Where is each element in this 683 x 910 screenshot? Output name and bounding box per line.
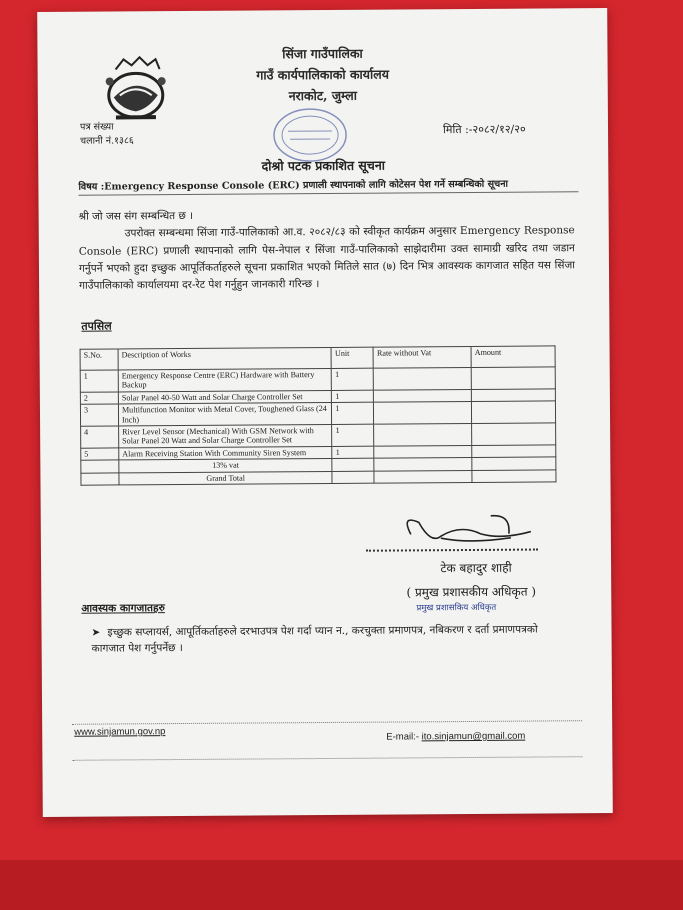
rate-cell [374,424,472,446]
serial-cell: 3 [80,404,118,426]
rate-cell [374,402,472,424]
signer-title: ( प्रमुख प्रशासकीय अधिकृत ) [406,584,537,600]
works-table [80,345,557,485]
serial-cell: 5 [81,448,119,461]
office-name: गाउँ कार्यपालिकाको कार्यालय [256,66,390,83]
office-address: नराकोट, जुम्ला [288,87,357,104]
dispatch-number: चलानी नं.१३८६ [80,135,134,147]
unit-cell: 1 [332,402,374,424]
footer-divider [72,756,582,761]
column-header: Description of Works [118,347,332,369]
description-cell: Emergency Response Centre (ERC) Hardware with Battery Backup [118,368,332,391]
details-heading: तपसिल [81,319,112,333]
email-contact [386,731,525,743]
serial-cell: 4 [81,426,119,448]
unit-cell: 1 [332,368,374,390]
notice-document [37,8,613,817]
unit-cell: 1 [332,446,374,459]
letter-number-label: पत्र संख्या [79,121,114,133]
notice-body [79,205,576,295]
unit-cell: 1 [332,390,374,403]
signature [381,503,541,554]
signer-stamp: प्रमुख प्रशासकिय अधिकृत [416,602,497,614]
column-header: Amount [471,346,555,368]
website-link[interactable]: www.sinjamun.gov.np [74,726,166,738]
total-row [81,470,556,486]
notice-title: दोश्रो पटक प्रकाशित सूचना [261,157,386,174]
unit-cell: 1 [332,424,374,446]
notice-subject: विषय :Emergency Response Console (ERC) प्रणाली स्थापनाको लागि कोटेसन पेश गर्ने सम्बन्धिको सूचना [78,176,578,195]
amount-cell [472,445,556,458]
amount-cell [471,367,555,389]
required-documents-heading: आवस्यक कागजातहरु [81,602,165,615]
amount-cell [472,423,556,445]
email-link[interactable]: ito.sinjamun@gmail.com [421,730,526,743]
description-cell: Multifunction Monitor with Metal Cover, Toughened Glass (24 Inch) [118,403,332,426]
column-header: Unit [331,347,373,368]
column-header: S.No. [80,349,118,370]
signer-name: टेक बहादुर शाही [440,560,512,576]
grand-total-label: Grand Total [119,471,333,485]
arrow-bullet-icon: ➤ [91,626,101,639]
required-documents-text: इच्छुक सप्लायर्स, आपूर्तिकर्ताहरुले दरभाउपत्र पेश गर्दा प्यान न., करचुक्ता प्रमाणपत्र, नबिकरण र दर्ता प्रमाणपत्रको कागजात पेश गर्नुपर्नेछ । [91,623,538,655]
serial-cell: 1 [80,370,118,392]
amount-cell [471,389,555,402]
municipality-name: सिंजा गाउँपालिका [282,45,363,62]
rate-cell [374,389,472,402]
date: मिति :-२०८२/१२/२० [442,122,526,137]
emblem-icon [95,51,176,127]
footer-divider [72,720,582,725]
column-header: Rate without Vat [373,346,471,368]
vat-label: 13% vat [119,459,333,473]
body-paragraph: उपरोक्त सम्बन्धमा सिंजा गाउँ-पालिकाको आ.व. २०८२/८३ को स्वीकृत कार्यक्रम अनुसार Emergency Response Console (ERC) प्रणाली स्थापनाको लागि पेस-नेपाल र सिंजा गाउँ-पालिकाको साझेदारीमा उक्त सामाग्री खरिद तथा जडान गर्नुपर्ने भएको हुदा इच्छुक आपूर्तिकर्ताहरुले सूचना प्रकाशित भएको मितिले सात (७) दिन भित्र आवस्यक कागजात सहित यस सिंजा गाउँपालिकाको कार्यालयमा दर-रेट पेश गर्नुहुन जानकारी गरिन्छ । [78,224,576,292]
description-cell: Alarm Receiving Station With Community Siren System [119,446,333,460]
table-surface [0,860,683,910]
salutation: श्री जो जस संग सम्बन्धित छ । [78,209,194,223]
description-cell: Solar Panel 40-50 Watt and Solar Charge Controller Set [118,390,332,404]
serial-cell: 2 [80,392,118,405]
rate-cell [374,367,472,389]
required-documents-item [91,621,561,656]
description-cell: River Level Sensor (Mechanical) With GSM Network with Solar Panel 20 Watt and Solar Charge Controller Set [119,424,333,447]
amount-cell [472,401,556,423]
rate-cell [374,445,472,458]
email-label: E-mail:- [386,731,420,743]
